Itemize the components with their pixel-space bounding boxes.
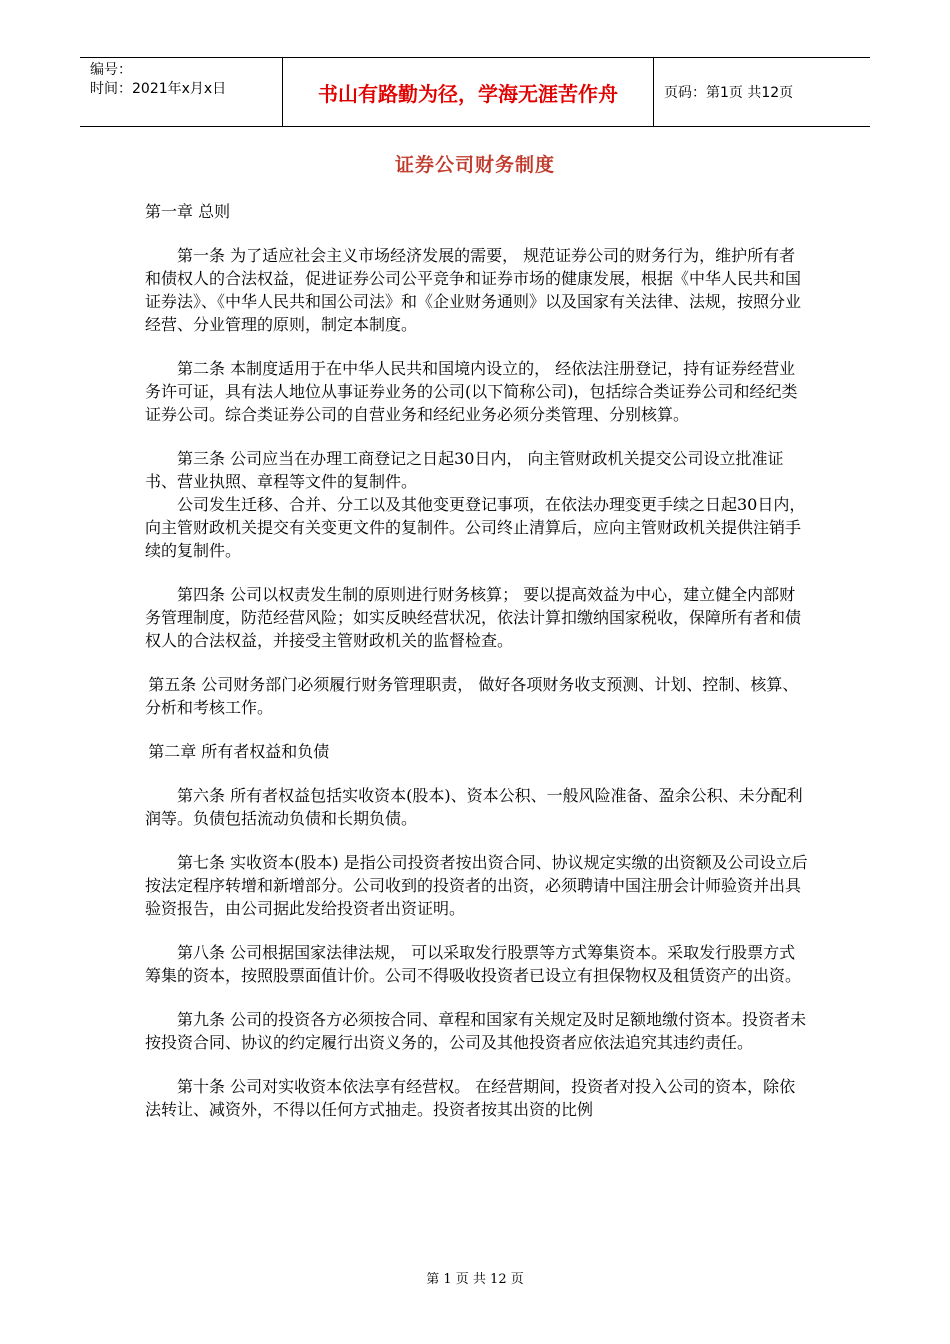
header-motto: 书山有路勤为径，学海无涯苦作舟 [282,58,654,126]
chapter-heading: 第二章 所有者权益和负债 [148,742,330,761]
article-5: 第五条 公司财务部门必须履行财务管理职责， 做好各项财务收支预测、计划、控制、核算、分析和考核工作。 [145,675,799,717]
time-label: 时间：2021年x月x日 [90,81,227,97]
document-title: 证券公司财务制度 [394,154,555,176]
article-6: 第六条 所有者权益包括实收资本(股本)、资本公积、一般风险准备、盈余公积、未分配利润等。负债包括流动负债和长期负债。 [145,786,803,828]
article-4: 第四条 公司以权责发生制的原则进行财务核算； 要以提高效益为中心，建立健全内部财务管理制度，防范经营风险；如实反映经营状况，依法计算扣缴纳国家税收，保障所有者和债权人的合法权益，并接受主管财政机关的监督检查。 [145,585,802,650]
article-7: 第七条 实收资本(股本) 是指公司投资者按出资合同、协议规定实缴的出资额及公司设立后按法定程序转增和新增部分。公司收到的投资者的出资，必须聘请中国注册会计师验资并出具验资报告，由公司据此发给投资者出资证明。 [145,853,808,918]
article-1: 第一条 为了适应社会主义市场经济发展的需要， 规范证券公司的财务行为，维护所有者和债权人的合法权益，促进证券公司公平竞争和证券市场的健康发展，根据《中华人民共和国证券法》、《中华人民共和国公司法》和《企业财务通则》以及国家有关法律、法规，按照分业经营、分业管理的原则，制定本制度。 [145,246,802,334]
article-3: 第三条 公司应当在办理工商登记之日起30日内， 向主管财政机关提交公司设立批准证书、营业执照、章程等文件的复制件。 [145,449,784,491]
article-9: 第九条 公司的投资各方必须按合同、章程和国家有关规定及时足额地缴付资本。投资者未按投资合同、协议的约定履行出资义务的，公司及其他投资者应依法追究其违约责任。 [145,1010,807,1052]
number-label: 编号： [90,62,132,78]
header-page-label: 页码：第1页 共12页 [664,85,794,101]
document-body [145,200,810,1142]
page-footer: 第 1 页 共 12 页 [426,1272,524,1287]
article-3-continued: 公司发生迁移、合并、分工以及其他变更登记事项，在依法办理变更手续之日起30日内，向主管财政机关提交有关变更文件的复制件。公司终止清算后，应向主管财政机关提供注销手续的复制件。 [145,495,806,560]
article-8: 第八条 公司根据国家法律法规， 可以采取发行股票等方式筹集资本。采取发行股票方式筹集的资本，按照股票面值计价。公司不得吸收投资者已设立有担保物权及租赁资产的出资。 [145,943,802,985]
chapter-heading: 第一章 总则 [145,202,231,221]
article-2: 第二条 本制度适用于在中华人民共和国境内设立的， 经依法注册登记，持有证券经营业务许可证，具有法人地位从事证券业务的公司(以下简称公司)，包括综合类证券公司和经纪类证券公司。综合类证券公司的自营业务和经纪业务必须分类管理、分别核算。 [145,359,798,424]
article-10: 第十条 公司对实收资本依法享有经营权。 在经营期间，投资者对投入公司的资本，除依法转让、减资外，不得以任何方式抽走。投资者按其出资的比例 [145,1077,796,1119]
header-table [80,57,870,127]
header-meta [80,58,282,126]
